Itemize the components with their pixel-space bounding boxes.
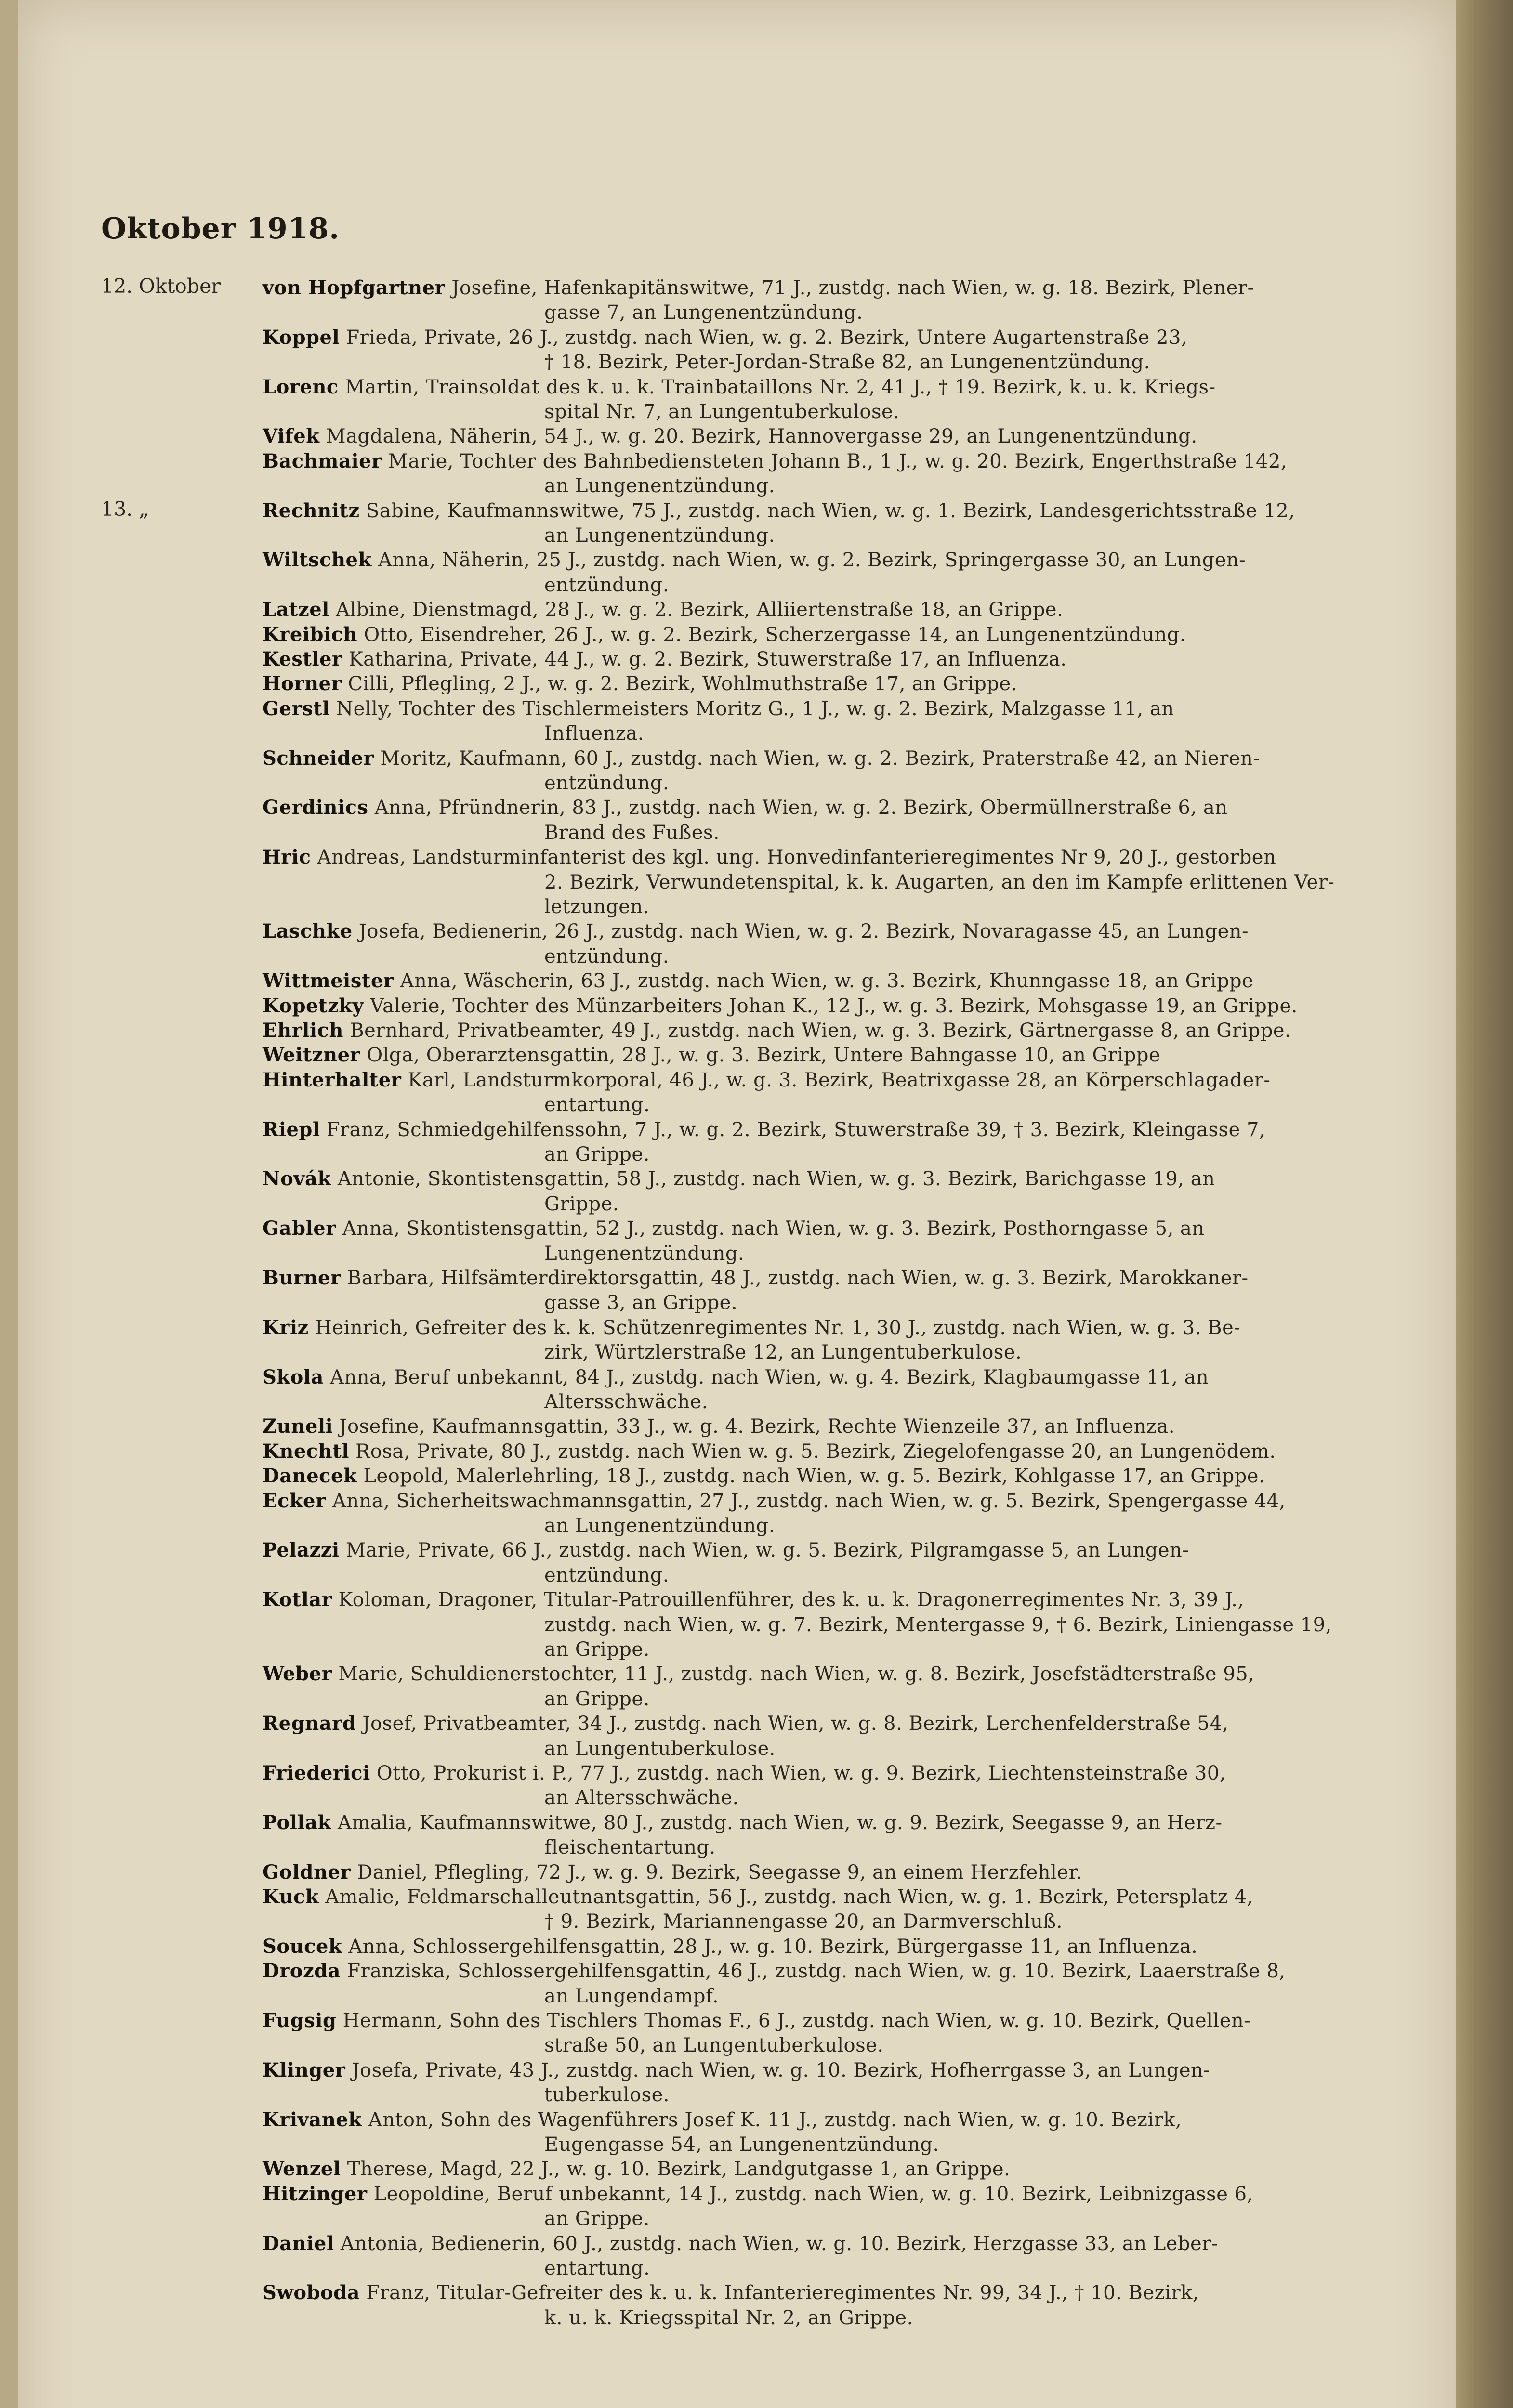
entry-continuation-line: entzündung. — [544, 574, 670, 596]
entry-first-line — [263, 1165, 1215, 1192]
entry-details: Sabine, Kaufmannswitwe, 75 J., zustdg. nach Wien, w. g. 1. Bezirk, Landesgerichtsstraße 12, — [366, 499, 1295, 522]
entry-surname: Weitzner — [263, 1044, 361, 1067]
entry-continuation-line: 2. Bezirk, Verwundetenspital, k. k. Augarten, an den im Kampfe erlittenen Ver- — [544, 871, 1335, 893]
entry-surname: Regnard — [263, 1712, 356, 1735]
section-header: Oktober 1918. — [101, 212, 340, 246]
entry-details: Katharina, Private, 44 J., w. g. 2. Bezirk, Stuwerstraße 17, an Influenza. — [348, 648, 1067, 670]
entry-surname: Drozda — [263, 1960, 341, 1983]
entry-surname: Soucek — [263, 1935, 342, 1958]
entry-continuation-line: Altersschwäche. — [544, 1391, 708, 1413]
entry-details: Koloman, Dragoner, Titular-Patrouillenführer, des k. u. k. Dragonerregimentes Nr. 3, 39 J., — [338, 1589, 1244, 1611]
entry-details: Heinrich, Gefreiter des k. k. Schützenregimentes Nr. 1, 30 J., zustdg. nach Wien, w. g. 3. Be- — [315, 1316, 1241, 1339]
entry-first-line — [263, 1042, 1160, 1069]
entry-details: Josef, Privatbeamter, 34 J., zustdg. nach Wien, w. g. 8. Bezirk, Lerchenfelderstraße 54, — [362, 1713, 1229, 1735]
entry-continuation-line: an Lungentuberkulose. — [544, 1737, 776, 1760]
entry-surname: Latzel — [263, 598, 329, 621]
entry-surname: Swoboda — [263, 2281, 360, 2304]
entry-details: Anna, Wäscherin, 63 J., zustdg. nach Wien, w. g. 3. Bezirk, Khunngasse 18, an Grippe — [400, 970, 1254, 993]
entry-first-line — [263, 1463, 1265, 1490]
entry-first-line — [263, 1859, 1082, 1886]
entry-continuation-line: † 9. Bezirk, Mariannengasse 20, an Darmverschluß. — [544, 1911, 1063, 1933]
entry-surname: Kestler — [263, 648, 342, 670]
entry-surname: Kotlar — [263, 1588, 332, 1611]
entry-details: Josefine, Hafenkapitänswitwe, 71 J., zustdg. nach Wien, w. g. 18. Bezirk, Plener- — [451, 277, 1254, 299]
entry-surname: Ecker — [263, 1489, 326, 1512]
entry-first-line — [263, 2181, 1253, 2208]
entry-continuation-line: an Lungenentzündung. — [544, 524, 776, 547]
entry-details: Leopoldine, Beruf unbekannt, 14 J., zustdg. nach Wien, w. g. 10. Bezirk, Leibnizgasse 6, — [373, 2183, 1253, 2205]
entry-surname: von Hopfgartner — [263, 276, 446, 299]
entry-details: Anna, Sicherheitswachmannsgattin, 27 J., zustdg. nach Wien, w. g. 5. Bezirk, Spengergasse 44, — [332, 1490, 1286, 1512]
entry-details: Nelly, Tochter des Tischlermeisters Moritz G., 1 J., w. g. 2. Bezirk, Malzgasse 11, an — [336, 697, 1174, 720]
entry-first-line — [263, 1586, 1244, 1613]
entry-surname: Goldner — [263, 1860, 351, 1884]
entry-surname: Kuck — [263, 1885, 319, 1908]
entry-continuation-line: entartung. — [544, 2257, 650, 2279]
entry-details: Anton, Sohn des Wagenführers Josef K. 11 J., zustdg. nach Wien, w. g. 10. Bezirk, — [368, 2108, 1182, 2131]
entry-continuation-line: letzungen. — [544, 896, 649, 918]
entry-surname: Weber — [263, 1662, 332, 1686]
entry-details: Barbara, Hilfsämterdirektorsgattin, 48 J., zustdg. nach Wien, w. g. 3. Bezirk, Marokkaner- — [347, 1267, 1249, 1289]
entry-details: Karl, Landsturmkorporal, 46 J., w. g. 3. Bezirk, Beatrixgasse 28, an Körperschlagader- — [408, 1069, 1271, 1091]
entry-continuation-line: Eugengasse 54, an Lungenentzündung. — [544, 2133, 939, 2156]
entry-continuation-line: zustdg. nach Wien, w. g. 7. Bezirk, Mentergasse 9, † 6. Bezirk, Liniengasse 19, — [544, 1613, 1332, 1636]
entry-details: Josefa, Bedienerin, 26 J., zustdg. nach Wien, w. g. 2. Bezirk, Novaragasse 45, an Lungen- — [358, 920, 1249, 943]
entry-first-line — [263, 1265, 1249, 1292]
entry-details: Marie, Tochter des Bahnbediensteten Johann B., 1 J., w. g. 20. Bezirk, Engerthstraße 142, — [388, 450, 1288, 472]
entry-first-line — [263, 1809, 1223, 1836]
entry-details: Anna, Schlossergehilfensgattin, 28 J., w. g. 10. Bezirk, Bürgergasse 11, an Influenza. — [348, 1935, 1198, 1958]
entry-surname: Knechtl — [263, 1440, 349, 1463]
entry-details: Josefa, Private, 43 J., zustdg. nach Wien, w. g. 10. Bezirk, Hofherrgasse 3, an Lungen- — [352, 2059, 1210, 2081]
entry-first-line — [263, 275, 1254, 301]
entry-continuation-line: zirk, Würtzlerstraße 12, an Lungentuberkulose. — [544, 1341, 1022, 1364]
entry-surname: Schneider — [263, 746, 374, 770]
entry-first-line — [263, 1710, 1229, 1737]
entry-first-line — [263, 1884, 1253, 1911]
entry-details: Martin, Trainsoldat des k. u. k. Trainbataillons Nr. 2, 41 J., † 19. Bezirk, k. u. k. Kriegs- — [344, 376, 1216, 398]
entry-surname: Vifek — [263, 425, 320, 448]
entry-first-line — [263, 1958, 1286, 1985]
entry-surname: Gerdinics — [263, 796, 368, 819]
entry-surname: Ehrlich — [263, 1019, 343, 1042]
entry-details: Leopold, Malerlehrling, 18 J., zustdg. nach Wien, w. g. 5. Bezirk, Kohlgasse 17, an Grippe. — [363, 1465, 1265, 1488]
entry-first-line — [263, 497, 1295, 524]
entry-continuation-line: gasse 7, an Lungenentzündung. — [544, 301, 863, 324]
entry-first-line — [263, 993, 1298, 1020]
entry-details: Anna, Beruf unbekannt, 84 J., zustdg. nach Wien, w. g. 4. Bezirk, Klagbaumgasse 11, an — [330, 1366, 1209, 1388]
entry-surname: Kreibich — [263, 623, 358, 646]
entry-continuation-line: Influenza. — [544, 722, 644, 745]
entry-details: Daniel, Pflegling, 72 J., w. g. 9. Bezirk, Seegasse 9, an einem Herzfehler. — [357, 1861, 1082, 1884]
entry-first-line — [263, 918, 1249, 945]
entry-date: 12. Oktober — [101, 275, 221, 298]
entry-surname: Gabler — [263, 1217, 336, 1240]
entry-first-line — [263, 1661, 1254, 1688]
entry-surname: Bachmaier — [263, 449, 382, 472]
entry-continuation-line: spital Nr. 7, an Lungentuberkulose. — [544, 401, 900, 423]
entry-continuation-line: straße 50, an Lungentuberkulose. — [544, 2034, 884, 2057]
entry-surname: Krivanek — [263, 2108, 362, 2131]
entry-surname: Skola — [263, 1365, 324, 1388]
entry-details: Franziska, Schlossergehilfensgattin, 46 J., zustdg. nach Wien, w. g. 10. Bezirk, Laaerstraße 8, — [347, 1960, 1286, 1983]
entry-continuation-line: † 18. Bezirk, Peter-Jordan-Straße 82, an Lungenentzündung. — [544, 351, 1150, 374]
entry-first-line — [263, 844, 1276, 871]
entry-details: Rosa, Private, 80 J., zustdg. nach Wien w. g. 5. Bezirk, Ziegelofengasse 20, an Lungenödem. — [355, 1440, 1276, 1463]
entry-first-line — [263, 1215, 1205, 1242]
entry-surname: Wittmeister — [263, 969, 394, 993]
entry-first-line — [263, 794, 1227, 821]
entry-continuation-line: gasse 3, an Grippe. — [544, 1292, 738, 1314]
entry-surname: Rechnitz — [263, 499, 360, 522]
entry-first-line — [263, 2230, 1218, 2257]
entry-continuation-line: an Grippe. — [544, 1638, 650, 1661]
entry-details: Josefine, Kaufmannsgattin, 33 J., w. g. 4. Bezirk, Rechte Wienzeile 37, an Influenza. — [339, 1415, 1175, 1438]
entry-first-line — [263, 1933, 1197, 1960]
entry-details: Antonie, Skontistensgattin, 58 J., zustdg. nach Wien, w. g. 3. Bezirk, Barichgasse 19, an — [337, 1168, 1215, 1191]
entry-details: Anna, Näherin, 25 J., zustdg. nach Wien, w. g. 2. Bezirk, Springergasse 30, an Lungen- — [378, 549, 1246, 572]
entry-first-line — [263, 1438, 1276, 1465]
entry-surname: Kriz — [263, 1316, 309, 1339]
entry-details: Marie, Private, 66 J., zustdg. nach Wien, w. g. 5. Bezirk, Pilgramgasse 5, an Lungen- — [345, 1539, 1189, 1562]
entry-continuation-line: tuberkulose. — [544, 2084, 670, 2107]
entry-surname: Riepl — [263, 1118, 320, 1141]
entry-surname: Novák — [263, 1167, 331, 1191]
entry-first-line — [263, 2007, 1250, 2034]
entry-surname: Pelazzi — [263, 1539, 340, 1562]
entry-continuation-line: an Altersschwäche. — [544, 1787, 739, 1809]
entry-details: Bernhard, Privatbeamter, 49 J., zustdg. nach Wien, w. g. 3. Bezirk, Gärtnergasse 8, an Grippe. — [350, 1020, 1291, 1042]
entry-surname: Danecek — [263, 1465, 357, 1488]
entry-details: Olga, Oberarztensgattin, 28 J., w. g. 3. Bezirk, Untere Bahngasse 10, an Grippe — [367, 1044, 1161, 1067]
entry-continuation-line: k. u. k. Kriegsspital Nr. 2, an Grippe. — [544, 2306, 913, 2329]
entry-first-line — [263, 1116, 1265, 1143]
entry-continuation-line: Brand des Fußes. — [544, 821, 720, 844]
entry-surname: Hinterhalter — [263, 1068, 402, 1091]
entry-continuation-line: Lungenentzündung. — [544, 1242, 745, 1265]
entry-details: Marie, Schuldienerstochter, 11 J., zustdg. nach Wien, w. g. 8. Bezirk, Josefstädterstraße 95, — [338, 1663, 1255, 1686]
entry-continuation-line: fleischentartung. — [544, 1836, 716, 1859]
entry-surname: Horner — [263, 672, 342, 695]
entry-details: Otto, Eisendreher, 26 J., w. g. 2. Bezirk, Scherzergasse 14, an Lungenentzündung. — [364, 623, 1186, 646]
entry-date: 13. „ — [101, 497, 149, 521]
entry-continuation-line: an Lungendampf. — [544, 1985, 719, 2007]
entry-first-line — [263, 324, 1187, 351]
entry-details: Franz, Titular-Gefreiter des k. u. k. Infanterieregimentes Nr. 99, 34 J., † 10. Bezirk, — [366, 2282, 1199, 2304]
entry-details: Amalie, Feldmarschalleutnantsgattin, 56 J., zustdg. nach Wien, w. g. 1. Bezirk, Petersplatz 4, — [325, 1886, 1253, 1908]
entry-surname: Daniel — [263, 2232, 334, 2255]
entry-surname: Lorenc — [263, 375, 339, 398]
entry-first-line — [263, 1017, 1291, 1044]
entry-details: Magdalena, Näherin, 54 J., w. g. 20. Bezirk, Hannovergasse 29, an Lungenentzündung. — [326, 425, 1197, 448]
entry-surname: Kopetzky — [263, 994, 364, 1017]
entry-surname: Koppel — [263, 326, 340, 349]
entry-first-line — [263, 2057, 1210, 2084]
entry-surname: Burner — [263, 1267, 341, 1289]
entry-continuation-line: Grippe. — [544, 1192, 619, 1215]
entry-surname: Hitzinger — [263, 2182, 368, 2205]
entry-first-line — [263, 448, 1287, 475]
entry-continuation-line: entzündung. — [544, 772, 670, 794]
entry-surname: Zuneli — [263, 1415, 333, 1438]
entry-first-line — [263, 423, 1197, 450]
entry-first-line — [263, 1760, 1226, 1787]
entry-continuation-line: entartung. — [544, 1094, 650, 1116]
entry-details: Hermann, Sohn des Tischlers Thomas F., 6 J., zustdg. nach Wien, w. g. 10. Bezirk, Quellen- — [342, 2010, 1251, 2032]
entry-first-line — [263, 2107, 1182, 2133]
entry-details: Antonia, Bedienerin, 60 J., zustdg. nach Wien, w. g. 10. Bezirk, Herzgasse 33, an Leber- — [340, 2232, 1218, 2255]
entry-first-line — [263, 1537, 1189, 1564]
entry-details: Amalia, Kaufmannswitwe, 80 J., zustdg. nach Wien, w. g. 9. Bezirk, Seegasse 9, an Herz- — [337, 1811, 1223, 1834]
entry-first-line — [263, 547, 1246, 574]
entry-surname: Klinger — [263, 2058, 346, 2081]
entry-first-line — [263, 968, 1253, 995]
entry-continuation-line: entzündung. — [544, 1564, 670, 1586]
entry-continuation-line: an Lungenentzündung. — [544, 475, 776, 497]
entry-details: Moritz, Kaufmann, 60 J., zustdg. nach Wien, w. g. 2. Bezirk, Praterstraße 42, an Nieren- — [380, 747, 1260, 770]
entry-details: Otto, Prokurist i. P., 77 J., zustdg. nach Wien, w. g. 9. Bezirk, Liechtensteinstraße 30, — [376, 1762, 1226, 1784]
entry-surname: Friederici — [263, 1762, 370, 1784]
entry-surname: Wiltschek — [263, 549, 372, 572]
entry-first-line — [263, 646, 1066, 673]
entry-first-line — [263, 1364, 1209, 1391]
entry-details: Therese, Magd, 22 J., w. g. 10. Bezirk, Landgutgasse 1, an Grippe. — [347, 2158, 1011, 2181]
entry-first-line — [263, 596, 1063, 623]
entry-surname: Wenzel — [263, 2158, 341, 2181]
entry-details: Frieda, Private, 26 J., zustdg. nach Wien, w. g. 2. Bezirk, Untere Augartenstraße 23, — [346, 326, 1188, 349]
entry-details: Anna, Skontistensgattin, 52 J., zustdg. nach Wien, w. g. 3. Bezirk, Posthorngasse 5, an — [342, 1217, 1205, 1240]
entry-continuation-line: an Grippe. — [544, 1688, 650, 1710]
entry-details: Andreas, Landsturminfanterist des kgl. ung. Honvedinfanterieregimentes Nr 9, 20 J., gestorben — [317, 846, 1276, 869]
entry-first-line — [263, 2156, 1010, 2183]
entry-details: Albine, Dienstmagd, 28 J., w. g. 2. Bezirk, Alliiertenstraße 18, an Grippe. — [336, 599, 1064, 621]
entry-surname: Fugsig — [263, 2009, 337, 2032]
entry-first-line — [263, 1314, 1240, 1341]
entry-first-line — [263, 745, 1260, 772]
entry-first-line — [263, 670, 1017, 697]
entry-first-line — [263, 621, 1186, 648]
entry-continuation-line: entzündung. — [544, 945, 670, 968]
entry-first-line — [263, 1067, 1270, 1094]
entry-surname: Laschke — [263, 920, 353, 943]
entry-first-line — [263, 1413, 1175, 1440]
entry-continuation-line: an Lungenentzündung. — [544, 1515, 776, 1537]
entry-first-line — [263, 2279, 1199, 2306]
entry-details: Valerie, Tochter des Münzarbeiters Johan K., 12 J., w. g. 3. Bezirk, Mohsgasse 19, an Grippe. — [370, 995, 1298, 1017]
entry-continuation-line: an Grippe. — [544, 2208, 650, 2230]
entry-details: Franz, Schmiedgehilfenssohn, 7 J., w. g. 2. Bezirk, Stuwerstraße 39, † 3. Bezirk, Kleingasse 7, — [326, 1118, 1266, 1141]
entry-continuation-line: an Grippe. — [544, 1143, 650, 1165]
entry-surname: Hric — [263, 846, 311, 869]
entry-first-line — [263, 374, 1216, 401]
entry-details: Cilli, Pflegling, 2 J., w. g. 2. Bezirk, Wohlmuthstraße 17, an Grippe. — [348, 673, 1017, 695]
entry-first-line — [263, 695, 1174, 722]
entry-details: Anna, Pfründnerin, 83 J., zustdg. nach Wien, w. g. 2. Bezirk, Obermüllnerstraße 6, an — [374, 797, 1228, 819]
entry-first-line — [263, 1488, 1286, 1515]
entry-surname: Gerstl — [263, 697, 330, 720]
entry-surname: Pollak — [263, 1811, 331, 1834]
